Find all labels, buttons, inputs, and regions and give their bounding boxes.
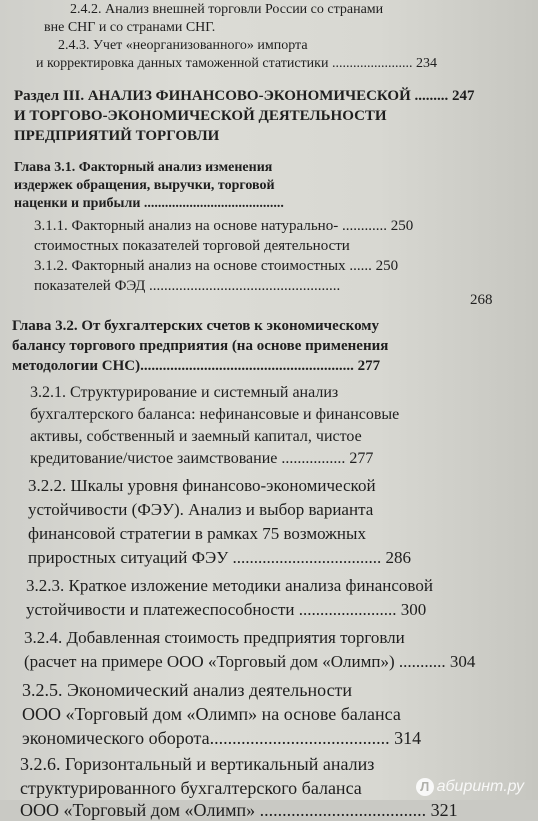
toc-line: и корректировка данных таможенной статистики ....................... 234 [36, 56, 437, 71]
chapter-heading: балансу торгового предприятия (на основе применения [12, 338, 389, 354]
toc-line: 2.4.3. Учет «неорганизованного» импорта [58, 38, 308, 53]
labirint-logo-icon: Л [416, 778, 434, 796]
toc-line: 3.2.6. Горизонтальный и вертикальный анализ [20, 754, 375, 774]
toc-line: (расчет на примере ООО «Торговый дом «Олимп») ........... 304 [24, 652, 476, 671]
toc-line: 3.2.5. Экономический анализ деятельности [22, 680, 353, 700]
chapter-heading: наценки и прибыли ........................................ [14, 196, 284, 211]
toc-line: 3.2.2. Шкалы уровня финансово-экономической [28, 476, 376, 495]
chapter-heading: Глава 3.2. От бухгалтерских счетов к экономическому [12, 318, 379, 334]
toc-line: 3.2.4. Добавленная стоимость предприятия торговли [24, 628, 405, 647]
toc-line: 3.1.2. Факторный анализ на основе стоимостных ...... 250 [34, 258, 399, 274]
toc-line: устойчивости (ФЭУ). Анализ и выбор варианта [28, 500, 374, 519]
toc-line: показателей ФЭД ................................................... [34, 278, 341, 294]
toc-line: устойчивости и платежеспособности ....................... 300 [26, 600, 427, 619]
chapter-heading: издержек обращения, выручки, торговой [14, 178, 275, 193]
chapter-heading: методологии СНС)......................................................... 277 [12, 358, 381, 374]
toc-line: кредитование/чистое заимствование ................ 277 [30, 450, 374, 467]
section-heading: ПРЕДПРИЯТИЙ ТОРГОВЛИ [14, 128, 220, 144]
section-heading: И ТОРГОВО-ЭКОНОМИЧЕСКОЙ ДЕЯТЕЛЬНОСТИ [14, 108, 387, 124]
toc-line: 3.2.1. Структурирование и системный анализ [30, 384, 339, 401]
toc-line: 3.1.1. Факторный анализ на основе натурально- ............ 250 [34, 218, 414, 234]
toc-line: ООО «Торговый дом «Олимп» ..................................... 321 [20, 800, 458, 820]
labirint-watermark [416, 778, 524, 796]
toc-line: ООО «Торговый дом «Олимп» на основе баланса [22, 704, 401, 724]
toc-line: 2.4.2. Анализ внешней торговли России со странами [70, 2, 384, 17]
page-number: 268 [470, 292, 493, 308]
watermark-text: абиринт.ру [436, 778, 524, 795]
toc-line: стоимостных показателей торговой деятельности [34, 238, 350, 254]
toc-line: финансовой стратегии в рамках 75 возможных [28, 524, 366, 543]
toc-line: 3.2.3. Краткое изложение методики анализа финансовой [26, 576, 433, 595]
chapter-heading: Глава 3.1. Факторный анализ изменения [14, 160, 273, 175]
toc-line: бухгалтерского баланса: нефинансовые и финансовые [30, 406, 400, 423]
section-heading: Раздел III. АНАЛИЗ ФИНАНСОВО-ЭКОНОМИЧЕСКОЙ ......... 247 [14, 88, 475, 104]
toc-line: экономического оборота........................................ 314 [22, 728, 422, 748]
toc-line: приростных ситуаций ФЭУ ................................... 286 [28, 548, 412, 567]
toc-line: структурированного бухгалтерского баланса [20, 778, 362, 798]
toc-line: активы, собственный и заемный капитал, чистое [30, 428, 362, 445]
toc-line: вне СНГ и со странами СНГ. [44, 20, 216, 35]
